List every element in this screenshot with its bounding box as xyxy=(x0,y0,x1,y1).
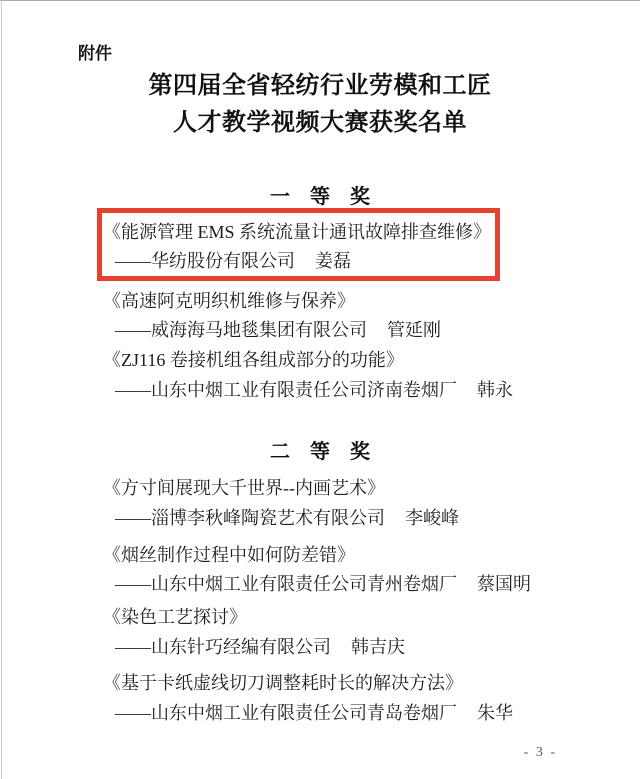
scan-edge-top xyxy=(0,0,640,1)
entry-title: 《基于卡纸虚线切刀调整耗时长的解决方法》 xyxy=(103,673,463,693)
author-org: 山东针巧经编有限公司 xyxy=(151,637,331,657)
author-prefix: —— xyxy=(115,508,151,528)
author-name: 朱华 xyxy=(477,703,513,723)
author-name: 李峻峰 xyxy=(405,508,459,528)
author-name: 姜磊 xyxy=(315,251,351,271)
entry-title: 《高速阿克明织机维修与保养》 xyxy=(103,291,355,311)
entry-author xyxy=(115,703,513,723)
page-number: - 3 - xyxy=(523,745,557,760)
author-org: 淄博李秋峰陶瓷艺术有限公司 xyxy=(151,508,385,528)
doc-title-line1: 第四届全省轻纺行业劳模和工匠 xyxy=(148,72,492,99)
author-prefix: —— xyxy=(115,574,151,594)
author-prefix: —— xyxy=(115,637,151,657)
author-org: 山东中烟工业有限责任公司青州卷烟厂 xyxy=(151,574,457,594)
author-prefix: —— xyxy=(115,380,151,400)
author-prefix: —— xyxy=(115,251,151,271)
author-name: 韩永 xyxy=(477,380,513,400)
entry-title: 《烟丝制作过程中如何防差错》 xyxy=(103,545,355,565)
author-org: 华纺股份有限公司 xyxy=(151,251,295,271)
entry-author xyxy=(115,251,351,271)
attachment-label: 附件 xyxy=(78,44,112,63)
author-name: 蔡国明 xyxy=(477,574,531,594)
entry-title: 《方寸间展现大千世界--内画艺术》 xyxy=(103,478,385,498)
doc-title-line2: 人才教学视频大赛获奖名单 xyxy=(173,109,467,136)
author-prefix: —— xyxy=(115,320,151,340)
entry-title: 《ZJ116 卷接机组各组成部分的功能》 xyxy=(103,350,404,370)
entry-author xyxy=(115,637,405,657)
section-heading-first-prize: 一 等 奖 xyxy=(270,186,370,208)
entry-title: 《染色工艺探讨》 xyxy=(103,607,247,627)
entry-author xyxy=(115,320,441,340)
entry-author xyxy=(115,380,513,400)
author-org: 山东中烟工业有限责任公司济南卷烟厂 xyxy=(151,380,457,400)
section-heading-second-prize: 二 等 奖 xyxy=(270,441,370,463)
author-org: 山东中烟工业有限责任公司青岛卷烟厂 xyxy=(151,703,457,723)
author-prefix: —— xyxy=(115,703,151,723)
entry-title: 《能源管理 EMS 系统流量计通讯故障排查维修》 xyxy=(103,222,492,242)
author-name: 管延刚 xyxy=(387,320,441,340)
entry-author xyxy=(115,508,459,528)
entry-author xyxy=(115,574,531,594)
author-name: 韩吉庆 xyxy=(351,637,405,657)
author-org: 威海海马地毯集团有限公司 xyxy=(151,320,367,340)
